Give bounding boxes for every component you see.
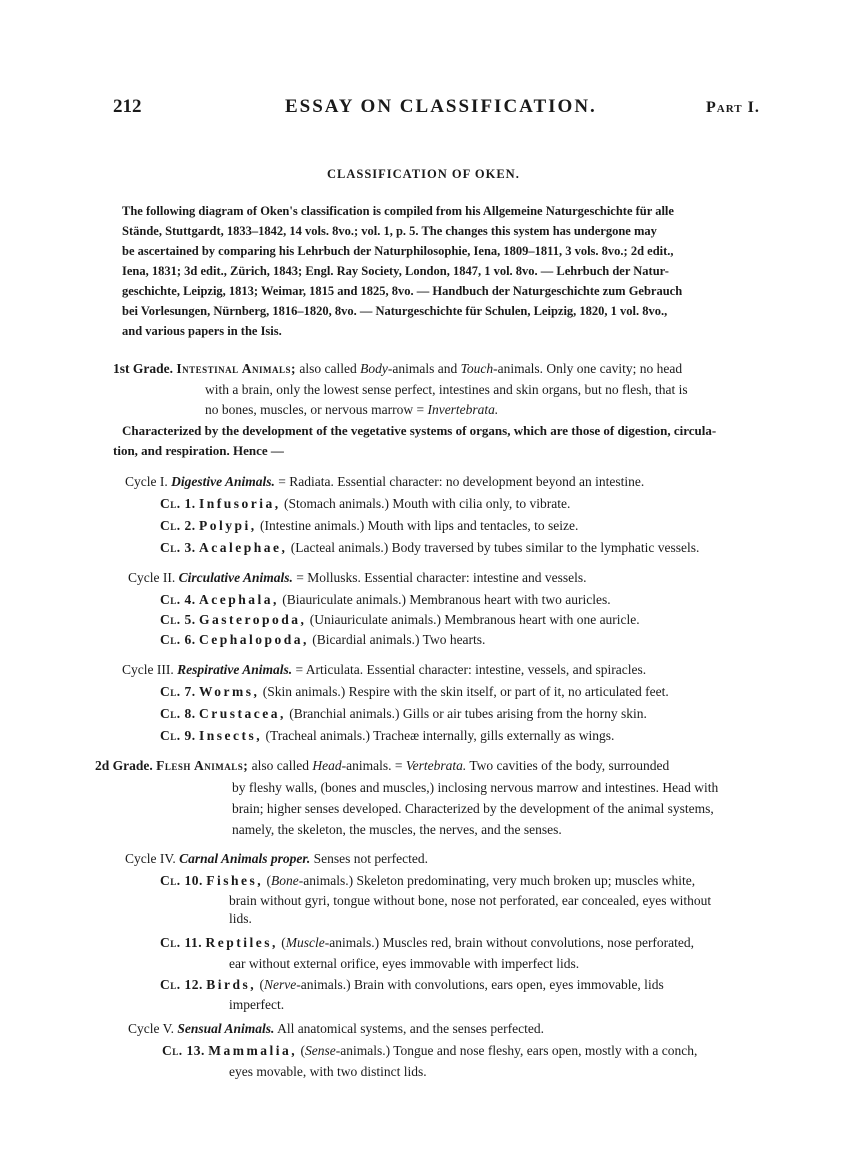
class-entry: Cl. 5. Gasteropoda, (Uniauriculate animals.) Membranous heart with one auricle. bbox=[160, 612, 640, 627]
grade2-line: brain; higher senses developed. Characterized by the development of the animal systems, bbox=[232, 801, 714, 816]
class-entry: Cl. 3. Acalephae, (Lacteal animals.) Body traversed by tubes similar to the lymphatic vessels. bbox=[160, 540, 700, 555]
page-number: 212 bbox=[113, 96, 142, 117]
cycle-label: Cycle II. bbox=[128, 570, 176, 585]
class-entry-cont: lids. bbox=[229, 911, 252, 926]
intro-line: Stände, Stuttgardt, 1833–1842, 14 vols. 8vo.; vol. 1, p. 5. The changes this system has undergone may bbox=[122, 224, 657, 238]
cycle1-heading bbox=[125, 474, 644, 490]
class-entry: Cl. 4. Acephala, (Biauriculate animals.) Membranous heart with two auricles. bbox=[160, 592, 611, 607]
grade1-name: Intestinal Animals; bbox=[176, 361, 297, 376]
grade1-text: no bones, muscles, or nervous marrow = bbox=[205, 402, 428, 417]
class-entry: Cl. 9. Insects, (Tracheal animals.) Tracheæ internally, gills externally as wings. bbox=[160, 728, 615, 743]
class-entry: Cl. 12. Birds, (Nerve-animals.) Brain with convolutions, ears open, eyes immovable, lids bbox=[160, 977, 664, 992]
grade2-line: 2d Grade. Flesh Animals; also called Head-animals. = Vertebrata. Two cavities of the body, surrounded bbox=[95, 758, 670, 773]
class-entry: Cl. 11. Reptiles, (Muscle-animals.) Muscles red, brain without convolutions, nose perforated, bbox=[160, 935, 695, 950]
cycle2-heading bbox=[128, 570, 587, 586]
grade1-text: -animals and bbox=[387, 361, 461, 376]
cycle-label: Cycle V. bbox=[128, 1021, 175, 1036]
grade1-body: Body bbox=[360, 361, 388, 376]
intro-line: and various papers in the Isis. bbox=[122, 324, 282, 338]
grade2-label: 2d Grade. bbox=[95, 758, 153, 773]
class-entry: Cl. 10. Fishes, (Bone-animals.) Skeleton predominating, very much broken up; muscles white, bbox=[160, 873, 696, 888]
intro-paragraph bbox=[122, 201, 772, 341]
grade1-line: with a brain, only the lowest sense perfect, intestines and skin organs, but no flesh, that is bbox=[205, 382, 688, 397]
cycle-label: Cycle III. bbox=[122, 662, 174, 677]
section-title: CLASSIFICATION OF OKEN. bbox=[327, 167, 520, 181]
cycle-name: Carnal Animals proper. bbox=[179, 851, 311, 866]
grade1-characterized: Characterized by the development of the vegetative systems of organs, which are those of digestion, circula- bbox=[122, 423, 717, 438]
grade2-line: namely, the skeleton, the muscles, the nerves, and the senses. bbox=[232, 822, 562, 837]
intro-line: Iena, 1831; 3d edit., Zürich, 1843; Engl. Ray Society, London, 1847, 1 vol. 8vo. — Lehrbuch der Natur- bbox=[122, 264, 669, 278]
intro-line: geschichte, Leipzig, 1813; Weimar, 1815 and 1825, 8vo. — Handbuch der Naturgeschichte zum Gebrauch bbox=[122, 284, 683, 298]
grade1-label: 1st Grade. bbox=[113, 361, 173, 376]
grade2-line: by fleshy walls, (bones and muscles,) inclosing nervous marrow and intestines. Head with bbox=[232, 780, 719, 795]
cycle-name: Digestive Animals. bbox=[171, 474, 275, 489]
grade1-line bbox=[205, 402, 498, 418]
cycle-rest: = Mollusks. Essential character: intestine and vessels. bbox=[292, 570, 587, 585]
cycle-rest: All anatomical systems, and the senses perfected. bbox=[274, 1021, 544, 1036]
grade1-characterized: tion, and respiration. Hence — bbox=[113, 443, 284, 458]
cycle-name: Sensual Animals. bbox=[177, 1021, 275, 1036]
intro-line: be ascertained by comparing his Lehrbuch der Naturphilosophie, Iena, 1809–1811, 3 vols. 8vo.; 2d edit., bbox=[122, 244, 674, 258]
cycle-rest: = Radiata. Essential character: no development beyond an intestine. bbox=[274, 474, 645, 489]
grade1-invertebrata: Invertebrata. bbox=[427, 402, 499, 417]
part-label: Part I. bbox=[706, 99, 760, 116]
cycle-label: Cycle IV. bbox=[125, 851, 176, 866]
grade1-line bbox=[113, 361, 682, 377]
class-entry: Cl. 1. Infusoria, (Stomach animals.) Mouth with cilia only, to vibrate. bbox=[160, 496, 571, 511]
grade2-name: Flesh Animals; bbox=[156, 758, 249, 773]
grade1-text: also called bbox=[296, 361, 361, 376]
running-title: ESSAY ON CLASSIFICATION. bbox=[285, 96, 597, 117]
class-entry-cont: ear without external orifice, eyes immovable with imperfect lids. bbox=[229, 956, 580, 971]
class-entry: Cl. 13. Mammalia, (Sense-animals.) Tongue and nose fleshy, ears open, mostly with a conch, bbox=[162, 1043, 698, 1058]
class-entry: Cl. 6. Cephalopoda, (Bicardial animals.) Two hearts. bbox=[160, 632, 486, 647]
grade1-touch: Touch bbox=[460, 361, 494, 376]
cycle-rest: = Articulata. Essential character: intestine, vessels, and spiracles. bbox=[292, 662, 647, 677]
cycle3-heading bbox=[122, 662, 646, 678]
cycle4-heading bbox=[125, 851, 428, 867]
grade1-text: -animals. Only one cavity; no head bbox=[493, 361, 683, 376]
intro-line: The following diagram of Oken's classification is compiled from his Allgemeine Naturgeschichte für alle bbox=[122, 204, 674, 218]
class-entry-cont: imperfect. bbox=[229, 997, 285, 1012]
cycle5-heading bbox=[128, 1021, 544, 1037]
cycle-name: Respirative Animals. bbox=[177, 662, 293, 677]
class-entry-cont: brain without gyri, tongue without bone, nose not perforated, ear concealed, eyes without bbox=[229, 893, 712, 908]
cycle-label: Cycle I. bbox=[125, 474, 168, 489]
intro-line: bei Vorlesungen, Nürnberg, 1816–1820, 8vo. — Naturgeschichte für Schulen, Leipzig, 1820, 1 vol. 8vo., bbox=[122, 304, 668, 318]
class-entry: Cl. 2. Polypi, (Intestine animals.) Mouth with lips and tentacles, to seize. bbox=[160, 518, 579, 533]
class-entry: Cl. 7. Worms, (Skin animals.) Respire with the skin itself, or part of it, no articulated feet. bbox=[160, 684, 669, 699]
class-entry-cont: eyes movable, with two distinct lids. bbox=[229, 1064, 427, 1079]
cycle-rest: Senses not perfected. bbox=[310, 851, 429, 866]
class-entry: Cl. 8. Crustacea, (Branchial animals.) Gills or air tubes arising from the horny skin. bbox=[160, 706, 647, 721]
cycle-name: Circulative Animals. bbox=[178, 570, 293, 585]
